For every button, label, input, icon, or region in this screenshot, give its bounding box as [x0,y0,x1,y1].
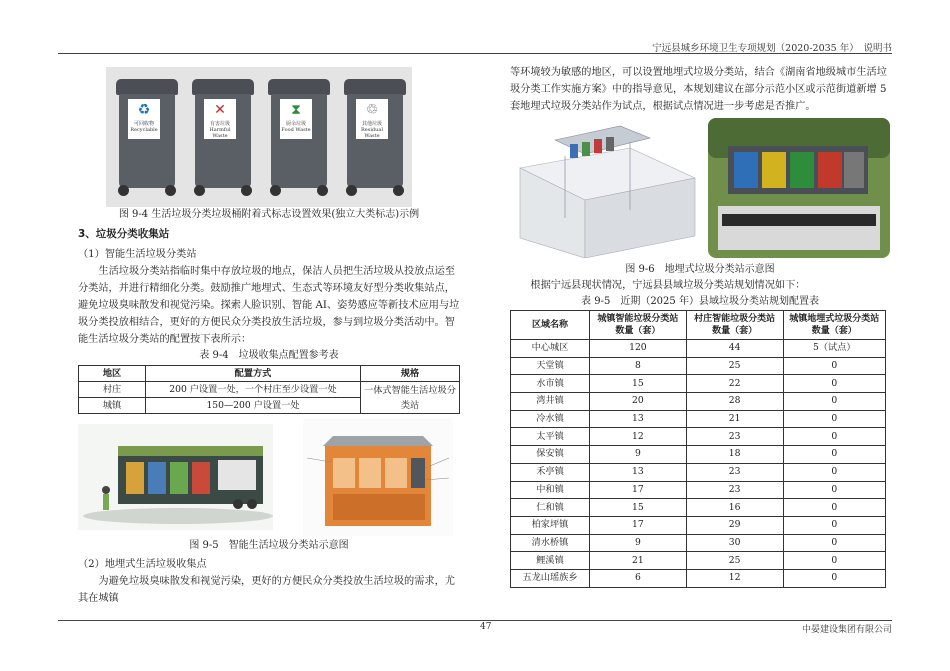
bins-figure [106,67,412,207]
figure-caption: 图 9-6 地埋式垃圾分类站示意图 [625,264,775,275]
table-row [511,357,886,375]
table-cell: 一体式智能生活垃圾分类站 [361,382,460,414]
kitchen-icon: ⧗ [291,102,301,118]
table-cell: 25 [686,552,783,570]
recyclable-bin [116,79,178,197]
bin-label: 其他垃圾 [361,121,382,127]
paragraph: 为避免垃圾臭味散发和视觉污染，更好的方便民众分类投放生活垃圾的需求，尤其在城镇 [78,576,455,604]
column-header: 区域名称 [511,311,590,340]
table-row [511,569,886,587]
other-icon: ♲ [365,102,379,118]
table-cell: 中和镇 [511,481,590,499]
table-cell: 鲤溪镇 [511,552,590,570]
header-divider [58,53,892,54]
figure-caption: 图 9-4 生活垃圾分类垃圾桶附着式标志设置效果(独立大类标志)示例 [118,209,420,220]
table-cell: 0 [783,534,886,552]
table-cell: 13 [590,463,687,481]
table-cell: 0 [783,516,886,534]
table-cell: 0 [783,428,886,446]
table-cell: 17 [590,481,687,499]
table-cell: 200 户设置一处，一个村庄至少设置一处 [146,382,361,398]
table-cell: 5（试点） [783,340,886,358]
table-cell: 清水桥镇 [511,534,590,552]
column-header: 规格 [361,366,460,382]
table-cell: 23 [686,428,783,446]
underground-station-photo [708,118,890,258]
table-cell: 禾亭镇 [511,463,590,481]
table-cell: 9 [590,446,687,464]
table-cell: 22 [686,375,783,393]
table-cell: 村庄 [79,382,146,398]
table-cell: 0 [783,410,886,428]
smart-station-figure [78,418,460,538]
residual-bin [344,79,406,197]
station-allocation-table [510,310,886,588]
table-cell: 0 [783,481,886,499]
paragraph: 生活垃圾分类站指临时集中存放垃圾的地点，保洁人员把生活垃圾从投放点运至分类站，并进行精细化分类。鼓励推广地埋式、生态式等环境友好型分类收集站点，避免垃圾臭味散发和视觉污染。探索人脸识别、智能 AI、姿势感应等新技术应用与垃圾分类投放相结合，更好的方便民众分类投放生活垃圾，参与到垃圾分类活动中。智能生活垃圾分类站的配置按下表所示： [78,266,460,345]
subheading: （2）地埋式生活垃圾收集点 [78,559,207,570]
figure-caption: 图 9-5 智能生活垃圾分类站示意图 [189,540,349,551]
sorting-station-illustration [303,418,453,536]
table-row [511,428,886,446]
underground-station-diagram [510,118,700,258]
table-row [511,375,886,393]
table-cell: 0 [783,357,886,375]
table-cell: 17 [590,516,687,534]
paragraph: 根据宁远县现状情况，宁远县县域垃圾分类站规划情况如下： [530,280,806,291]
harmful-icon: ✕ [214,102,226,118]
table-cell: 12 [590,428,687,446]
table-cell: 0 [783,463,886,481]
underground-station-figure [510,118,890,258]
table-row [511,463,886,481]
section-title: 3、垃圾分类收集站 [78,228,170,240]
table-cell: 0 [783,375,886,393]
table-cell: 太平镇 [511,428,590,446]
table-cell: 120 [590,340,687,358]
table-cell: 28 [686,393,783,411]
table-cell: 冷水镇 [511,410,590,428]
table-cell: 29 [686,516,783,534]
table-cell: 15 [590,375,687,393]
column-header: 村庄智能垃圾分类站数量（套） [686,311,783,340]
company-name: 中晏建设集团有限公司 [801,625,892,635]
table-row [511,552,886,570]
table-row [511,410,886,428]
table-cell: 0 [783,393,886,411]
table-cell: 五龙山瑶族乡 [511,569,590,587]
recycle-icon: ♻ [137,102,151,118]
table-cell: 23 [686,481,783,499]
column-header: 城镇地埋式垃圾分类站数量（套） [783,311,886,340]
table-row [79,382,460,398]
page-header: 宁远县城乡环境卫生专项规划（2020-2035 年） 说明书 [652,43,892,54]
bin-label-en: Harmful Waste [209,127,231,139]
table-cell: 44 [686,340,783,358]
table-cell: 21 [590,552,687,570]
table-row [511,516,886,534]
harmful-bin [192,79,254,197]
kitchen-bin [268,79,330,197]
table-cell: 0 [783,446,886,464]
table-cell: 13 [590,410,687,428]
sorting-kiosk-illustration [78,424,273,530]
table-cell: 中心城区 [511,340,590,358]
collection-point-table [78,365,460,414]
bin-label-en: Food Waste [281,127,311,133]
bin-label: 有害垃圾 [209,121,230,127]
table-cell: 6 [590,569,687,587]
table-cell: 0 [783,499,886,517]
table-cell: 12 [686,569,783,587]
page-number: 47 [480,622,492,632]
table-cell: 0 [783,552,886,570]
bin-label-en: Recyclable [130,127,158,133]
table-row [511,340,886,358]
table-cell: 水市镇 [511,375,590,393]
column-header: 地区 [79,366,146,382]
paragraph: 等环境较为敏感的地区，可以设置地埋式垃圾分类站，结合《湖南省地级城市生活垃圾分类工作实施方案》中的指导意见，本规划建议在部分示范小区或示范街道新增 5 套地埋式垃圾分类站作为试点，根据试点情况进一步考虑是否推广。 [510,67,887,112]
table-cell: 21 [686,410,783,428]
table-cell: 8 [590,357,687,375]
table-row [511,534,886,552]
table-row [511,446,886,464]
table-cell: 保安镇 [511,446,590,464]
table-cell: 150—200 户设置一处 [146,398,361,414]
table-cell: 18 [686,446,783,464]
table-caption: 表 9-4 垃圾收集点配置参考表 [199,350,339,361]
left-column [78,64,460,607]
table-cell: 柏家坪镇 [511,516,590,534]
table-row [511,499,886,517]
bin-label: 厨余垃圾 [285,121,306,127]
table-cell: 30 [686,534,783,552]
table-row [511,393,886,411]
column-header: 城镇智能垃圾分类站数量（套） [590,311,687,340]
subheading: （1）智能生活垃圾分类站 [78,249,197,260]
table-cell: 城镇 [79,398,146,414]
table-cell: 25 [686,357,783,375]
table-cell: 15 [590,499,687,517]
table-cell: 20 [590,393,687,411]
table-cell: 仁和镇 [511,499,590,517]
table-cell: 16 [686,499,783,517]
table-row [511,481,886,499]
bin-label: 可回收物 [133,121,154,127]
table-cell: 9 [590,534,687,552]
table-cell: 天堂镇 [511,357,590,375]
table-cell: 23 [686,463,783,481]
bin-label-en: Residual Waste [361,127,383,139]
table-cell: 湾井镇 [511,393,590,411]
right-column [510,64,890,588]
table-caption: 表 9-5 近期（2025 年）县域垃圾分类站规划配置表 [581,296,819,307]
footer-divider [58,620,892,621]
column-header: 配置方式 [146,366,361,382]
table-cell: 0 [783,569,886,587]
